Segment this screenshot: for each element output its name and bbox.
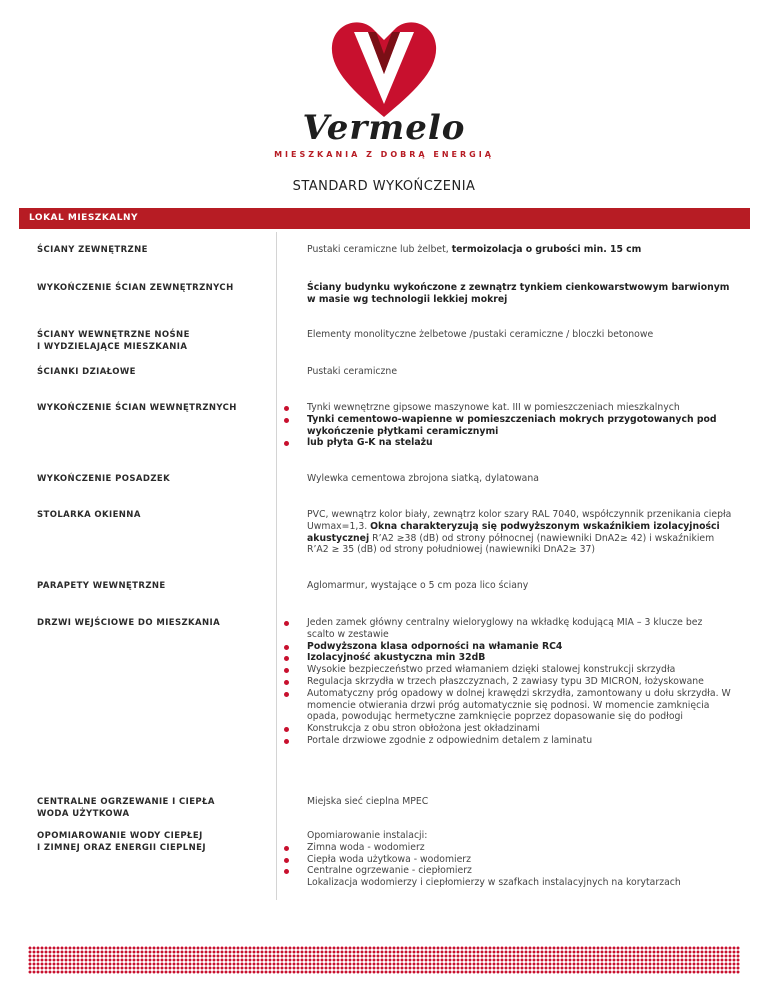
spec-label: ŚCIANKI DZIAŁOWE: [37, 367, 136, 377]
decorative-dot-pattern: [28, 946, 740, 974]
value-text: Pustaki ceramiczne lub żelbet,: [307, 244, 452, 255]
value-bold-text: Podwyższona klasa odporności na włamanie RC4: [307, 640, 563, 652]
value-text: PVC, wewnątrz kolor biały, zewnątrz kolor szary RAL 7040, współczynnik przenikania ciepła Uwmax=1,3.: [307, 509, 732, 532]
list-item: Ciepła woda użytkowa - wodomierz: [307, 854, 732, 866]
spec-label: WYKOŃCZENIE ŚCIAN ZEWNĘTRZNYCH: [37, 283, 234, 293]
value-bold-text: Ściany budynku wykończone z zewnątrz tynkiem cienkowarstwowym barwionym w masie wg technologii lekkiej mokrej: [307, 282, 730, 305]
value-bold-text: lub płyta G-K na stelażu: [307, 437, 433, 449]
spec-label: STOLARKA OKIENNA: [37, 510, 141, 520]
spec-value: Miejska sieć cieplna MPEC: [307, 796, 429, 807]
value-text: R’A2 ≥38 (dB) od strony północnej (nawiewniki DnA2≥ 42) i wskaźnikiem R’A2 ≥ 35 (dB) od strony południowej (nawiewniki DnA2≥ 37): [307, 532, 715, 556]
list-item: Konstrukcja z obu stron obłożona jest okładzinami: [307, 723, 732, 735]
section-title: LOKAL MIESZKALNY: [29, 213, 139, 223]
list-item: [307, 652, 732, 664]
spec-value: [307, 617, 732, 747]
spec-label: ŚCIANY WEWNĘTRZNE NOŚNE I WYDZIELAJĄCE MIESZKANIA: [37, 330, 190, 352]
list-item: Portale drzwiowe zgodnie z odpowiednim detalem z laminatu: [307, 735, 732, 747]
spec-label: WYKOŃCZENIE POSADZEK: [37, 474, 171, 484]
spec-label: WYKOŃCZENIE ŚCIAN WEWNĘTRZNYCH: [37, 403, 237, 413]
list-item: Zimna woda - wodomierz: [307, 842, 732, 854]
section-header-bar: [19, 208, 750, 229]
list-item: Jeden zamek główny centralny wieloryglowy na wkładkę kodującą MIA – 3 klucze bez scalto w zestawie: [307, 617, 732, 641]
bullet-list: [307, 842, 732, 877]
spec-label: ŚCIANY ZEWNĘTRZNE: [37, 245, 148, 255]
spec-value: [307, 282, 732, 306]
spec-label: DRZWI WEJŚCIOWE DO MIESZKANIA: [37, 618, 221, 628]
spec-value: Elementy monolityczne żelbetowe /pustaki ceramiczne / bloczki betonowe: [307, 329, 654, 340]
bullet-list: [307, 617, 732, 747]
spec-value: [307, 402, 732, 449]
spec-label: PARAPETY WEWNĘTRZNE: [37, 581, 166, 591]
spec-value: Pustaki ceramiczne: [307, 366, 398, 377]
list-item: Regulacja skrzydła w trzech płaszczyznach, 2 zawiasy typu 3D MICRON, łożyskowane: [307, 676, 732, 688]
value-text: Lokalizacja wodomierzy i ciepłomierzy w szafkach instalacyjnych na korytarzach: [307, 877, 681, 889]
brand-tagline: MIESZKANIA Z DOBRĄ ENERGIĄ: [274, 150, 494, 159]
spec-value: [307, 830, 732, 889]
value-bold-text: Izolacyjność akustyczna min 32dB: [307, 652, 486, 664]
heart-v-logo-icon: [324, 12, 444, 122]
column-divider: [276, 232, 277, 900]
spec-label: CENTRALNE OGRZEWANIE I CIEPŁA WODA UŻYTKOWA: [37, 797, 215, 819]
spec-value: [307, 244, 732, 256]
list-item: Centralne ogrzewanie - ciepłomierz: [307, 865, 732, 877]
page-title: STANDARD WYKOŃCZENIA: [292, 179, 476, 194]
list-item: [307, 414, 732, 438]
list-item: [307, 437, 732, 449]
list-item: Automatyczny próg opadowy w dolnej krawędzi skrzydła, zamontowany u dołu skrzydła. W momencie otwierania drzwi próg automatycznie się podnosi. W momencie zamknięcia opada, powodując hermetyczne zamknięcie poprzez dopasowanie się do podłogi: [307, 687, 731, 723]
bullet-list: [307, 402, 732, 449]
spec-label: OPOMIAROWANIE WODY CIEPŁEJ I ZIMNEJ ORAZ ENERGII CIEPLNEJ: [37, 831, 206, 853]
value-text: Opomiarowanie instalacji:: [307, 830, 428, 841]
list-item: Wysokie bezpieczeństwo przed włamaniem dzięki stalowej konstrukcji skrzydła: [307, 664, 732, 676]
spec-value: Aglomarmur, wystające o 5 cm poza lico ściany: [307, 580, 529, 591]
value-bold-text: Okna charakteryzują się podwyższonym wskaźnikiem izolacyjności akustycznej: [307, 520, 720, 544]
list-item: Tynki wewnętrzne gipsowe maszynowe kat. III w pomieszczeniach mieszkalnych: [307, 402, 732, 414]
list-item: [307, 641, 732, 653]
value-bold-text: termoizolacja o grubości min. 15 cm: [451, 244, 642, 255]
value-bold-text: Tynki cementowo-wapienne w pomieszczeniach mokrych przygotowanych pod wykończenie płytkami ceramicznymi: [307, 413, 717, 437]
brand-wordmark: Vermelo: [302, 108, 466, 148]
spec-value: Wylewka cementowa zbrojona siatką, dylatowana: [307, 473, 539, 484]
spec-value: [307, 509, 732, 556]
